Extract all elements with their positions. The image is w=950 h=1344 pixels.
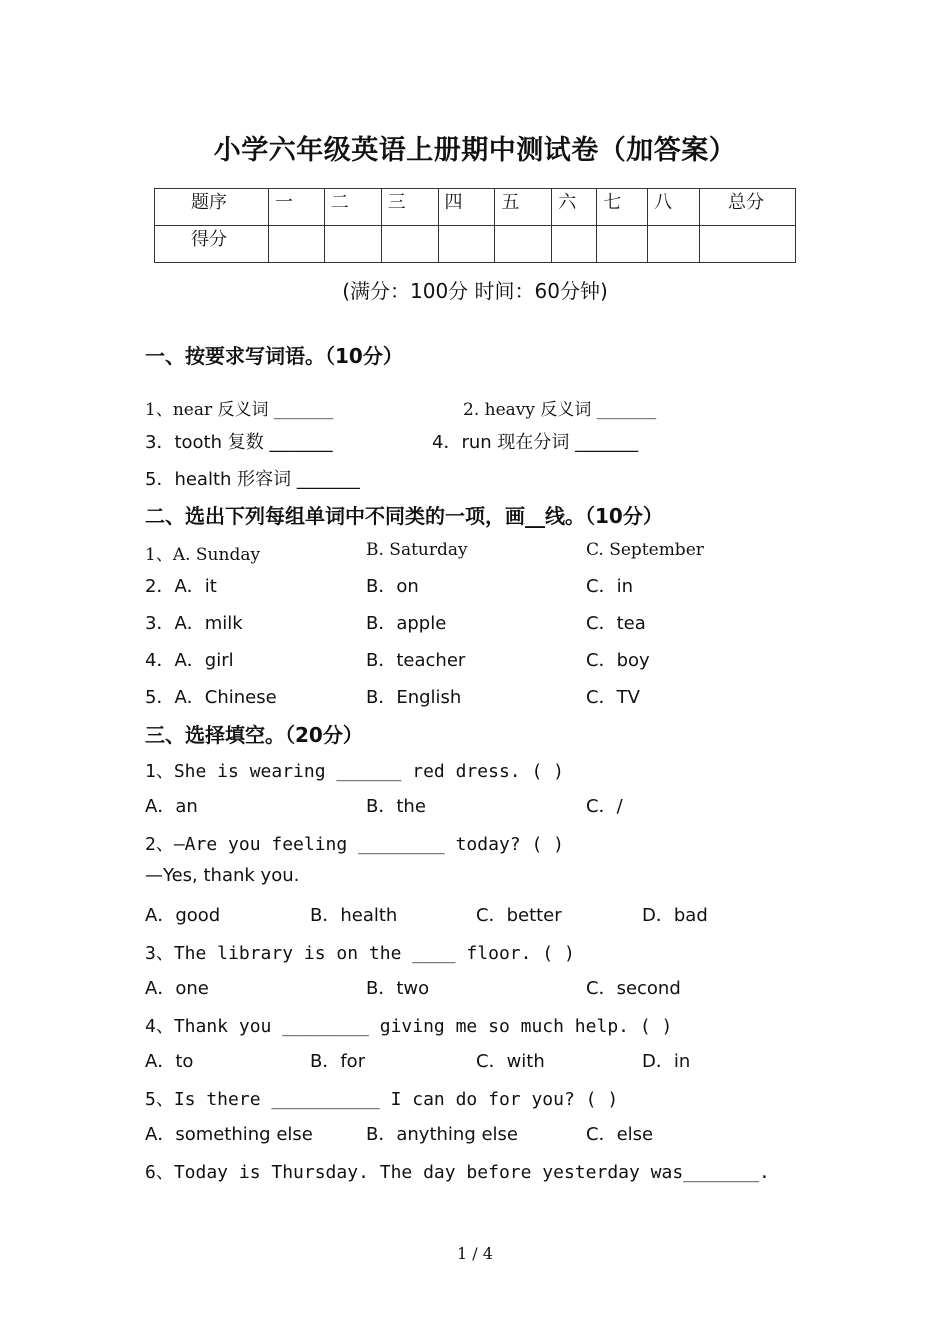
score-cell: [597, 226, 648, 263]
score-header-cell: 五: [495, 189, 552, 226]
score-header-cell: 六: [552, 189, 597, 226]
option-c: C．TV: [586, 687, 640, 708]
option-c: C．in: [586, 576, 633, 597]
option-c: C. September: [586, 540, 704, 560]
question-1-3: 3．tooth 复数 _______: [145, 432, 333, 453]
score-header-cell: 总分: [700, 189, 796, 226]
option-b: B．two: [366, 978, 430, 999]
question-3-3: 3、The library is on the ____ floor. ( ): [145, 943, 575, 964]
question-1-5: 5．health 形容词 _______: [145, 469, 360, 490]
score-cell: [381, 226, 438, 263]
option-c: C．else: [586, 1124, 654, 1145]
option-a: 2．A．it: [145, 576, 217, 597]
score-table: [154, 188, 796, 263]
score-cell: [268, 226, 324, 263]
score-header-cell: 四: [438, 189, 495, 226]
option-b: B．English: [366, 687, 462, 708]
option-b: B．for: [310, 1051, 366, 1072]
section-3-title: 三、选择填空。（20分）: [145, 723, 363, 747]
score-header-cell: 一: [268, 189, 324, 226]
option-a: A．good: [145, 905, 221, 926]
question-3-2-response: —Yes, thank you.: [145, 865, 300, 886]
score-cell: [700, 226, 796, 263]
section-2-title: 二、选出下列每组单词中不同类的一项，画__线。（10分）: [145, 504, 663, 528]
option-b: B．on: [366, 576, 419, 597]
question-3-6: 6、Today is Thursday. The day before yesterday was_______.: [145, 1162, 770, 1183]
score-cell: [438, 226, 495, 263]
option-a: A．an: [145, 796, 198, 817]
question-1-4: 4．run 现在分词 _______: [432, 432, 639, 453]
score-cell: [495, 226, 552, 263]
option-d: D．bad: [642, 905, 708, 926]
question-1-1: 1、near 反义词 _______: [145, 400, 334, 420]
question-3-1: 1、She is wearing ______ red dress. ( ): [145, 761, 564, 782]
score-header-cell: 二: [324, 189, 381, 226]
option-a: A．something else: [145, 1124, 313, 1145]
question-3-4: 4、Thank you ________ giving me so much help. ( ): [145, 1016, 673, 1037]
option-d: D．in: [642, 1051, 691, 1072]
option-c: C．boy: [586, 650, 650, 671]
option-c: C．/: [586, 796, 623, 817]
score-header-cell: 八: [648, 189, 700, 226]
option-a: 4．A．girl: [145, 650, 234, 671]
option-c: C．better: [476, 905, 562, 926]
option-a: 5．A．Chinese: [145, 687, 277, 708]
option-c: C．second: [586, 978, 681, 999]
question-3-5: 5、Is there __________ I can do for you? ( ): [145, 1089, 619, 1110]
option-a: A．to: [145, 1051, 194, 1072]
page-title: 小学六年级英语上册期中测试卷（加答案）: [213, 135, 737, 166]
option-c: C．with: [476, 1051, 545, 1072]
question-3-2: 2、—Are you feeling ________ today? ( ): [145, 834, 564, 855]
option-b: B．apple: [366, 613, 447, 634]
option-a: 3．A．milk: [145, 613, 243, 634]
exam-info: (满分：100分 时间：60分钟): [342, 279, 608, 303]
question-1-2: 2. heavy 反义词 _______: [463, 400, 657, 420]
option-b: B. Saturday: [366, 540, 468, 560]
option-a: A．one: [145, 978, 209, 999]
option-b: B．the: [366, 796, 426, 817]
option-b: B．anything else: [366, 1124, 518, 1145]
score-cell: [552, 226, 597, 263]
section-1-title: 一、按要求写词语。（10分）: [145, 344, 403, 368]
score-cell: [648, 226, 700, 263]
page-number: 1 / 4: [457, 1244, 493, 1263]
score-header-cell: 七: [597, 189, 648, 226]
score-header-cell: 题序: [155, 189, 269, 226]
option-b: B．health: [310, 905, 398, 926]
option-b: B．teacher: [366, 650, 466, 671]
score-row-label: 得分: [155, 226, 269, 263]
option-a: 1、A. Sunday: [145, 545, 261, 565]
score-cell: [324, 226, 381, 263]
score-table-score-row: [155, 226, 796, 263]
score-header-cell: 三: [381, 189, 438, 226]
option-c: C．tea: [586, 613, 646, 634]
score-table-header-row: [155, 189, 796, 226]
